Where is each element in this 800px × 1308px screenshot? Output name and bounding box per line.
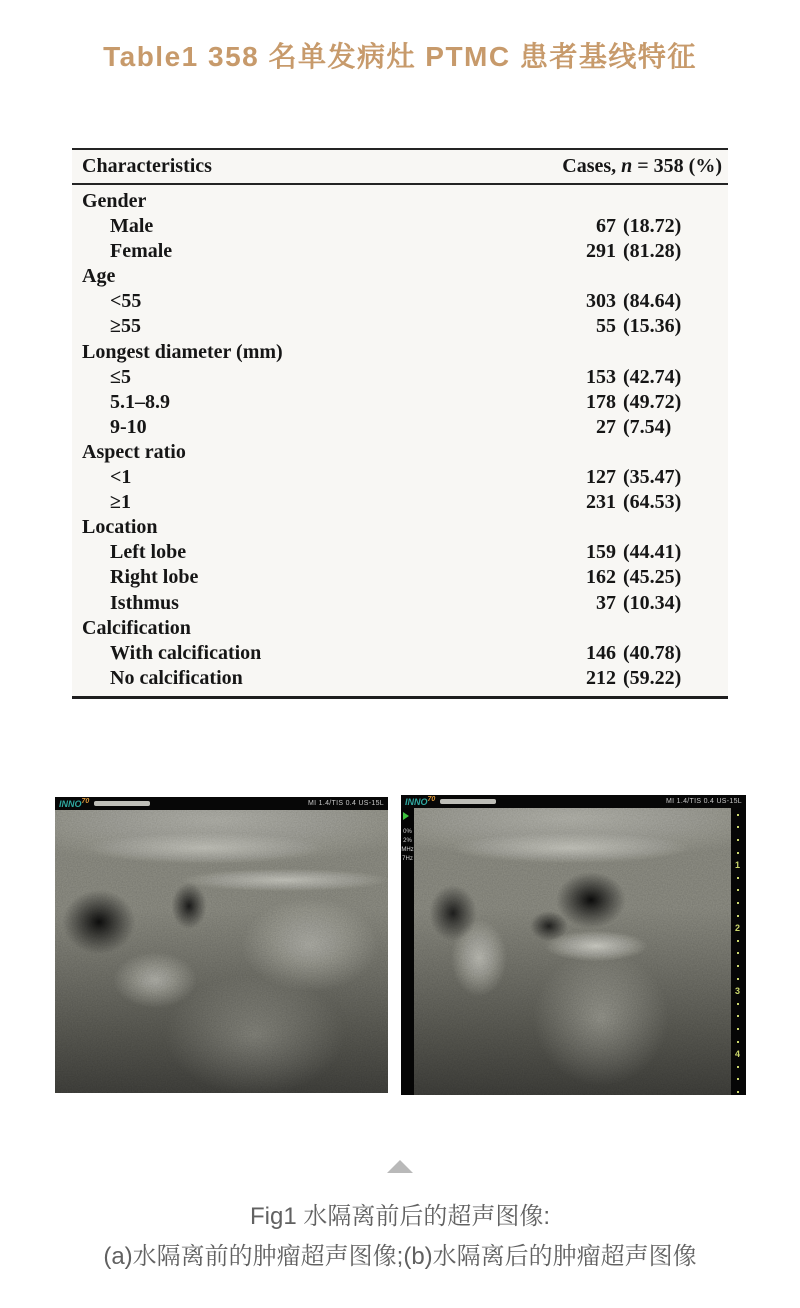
table-row: Right lobe 162 (45.25) [110,566,682,589]
table-row: <55 303 (84.64) [110,290,682,313]
probe-marker-icon [403,812,409,820]
ruler-tick [737,826,739,828]
ruler-tick [737,915,739,917]
ruler-tick [737,889,739,891]
ruler-number: 4 [735,1049,741,1060]
ruler-number: 1 [735,860,741,871]
table-section-label: Calcification [82,616,191,639]
ultrasound-topbar-b [401,795,746,808]
table-row: <1 127 (35.47) [110,466,682,489]
ruler-tick [737,978,739,980]
collapse-arrow-icon[interactable] [387,1160,413,1173]
figure-caption [0,1197,800,1277]
ultrasound-image-a [55,810,388,1093]
ruler-tick [737,1041,739,1043]
table-section-label: Location [82,516,158,539]
table-row: No calcification 212 (59.22) [110,666,682,689]
ultrasound-topbar-a [55,797,388,810]
hospital-label-smudge [440,799,496,804]
figure-caption-line2: (a)水隔离前的肿瘤超声图像;(b)水隔离后的肿瘤超声图像 [103,1242,697,1270]
ruler-tick [737,940,739,942]
ultrasound-image-b [401,808,746,1095]
ruler-tick [737,1015,739,1017]
setting-line: 7Hz [402,855,413,862]
table-section-label: Longest diameter (mm) [82,340,283,363]
ultrasound-panel-b [401,795,746,1095]
table-header-characteristics: Characteristics [82,155,212,177]
ultrasound-panel-a [55,797,388,1093]
table-section-label: Aspect ratio [82,440,186,463]
ruler-number: 3 [735,986,741,997]
scan-settings-text: MI 1.4/TIS 0.4 US-15L [666,797,742,805]
ruler-tick [737,965,739,967]
table-row: Isthmus 37 (10.34) [110,591,682,614]
ruler-tick [737,877,739,879]
setting-line: MHz [401,846,414,853]
depth-ruler [731,808,746,1095]
ultrasound-figure [55,797,800,1095]
table-row: ≥1 231 (64.53) [110,491,682,514]
table-body [72,185,728,696]
table-row: With calcification 146 (40.78) [110,641,682,664]
device-logo: INNO$^{70}$ [59,798,90,810]
table-row: 5.1–8.9 178 (49.72) [110,390,682,413]
table-row: Male 67 (18.72) [110,215,682,238]
setting-line: 0% [403,828,412,835]
table-row: Left lobe 159 (44.41) [110,541,682,564]
table-header-row [72,150,728,185]
speckle-noise [55,810,388,1093]
page-title: Table1 358 名单发病灶 PTMC 患者基线特征 [103,41,697,72]
ruler-tick [737,852,739,854]
ruler-tick [737,1091,739,1093]
setting-line: 2% [403,837,412,844]
table-header-cases: Cases, n = 358 (%) [562,155,722,177]
table-row: ≤5 153 (42.74) [110,365,682,388]
ruler-tick [737,1066,739,1068]
table-section-label: Age [82,265,116,288]
ruler-tick [737,1028,739,1030]
baseline-characteristics-table [72,148,728,699]
ruler-tick [737,1078,739,1080]
ruler-tick [737,902,739,904]
table-row: ≥55 55 (15.36) [110,315,682,338]
table-row: Female 291 (81.28) [110,240,682,263]
table-section-label: Gender [82,190,147,212]
ruler-tick [737,814,739,816]
ruler-tick [737,839,739,841]
ruler-tick [737,1003,739,1005]
device-logo: INNO$^{70}$ [405,796,436,808]
scan-settings-text: MI 1.4/TIS 0.4 US-15L [308,799,384,807]
table-row: 9-10 27 (7.54) [110,415,672,438]
ruler-number: 2 [735,923,741,934]
gain-settings-strip [401,808,414,1095]
figure-caption-line1: Fig1 水隔离前后的超声图像: [249,1202,551,1230]
ruler-tick [737,952,739,954]
speckle-noise [401,808,746,1095]
hospital-label-smudge [94,801,150,806]
